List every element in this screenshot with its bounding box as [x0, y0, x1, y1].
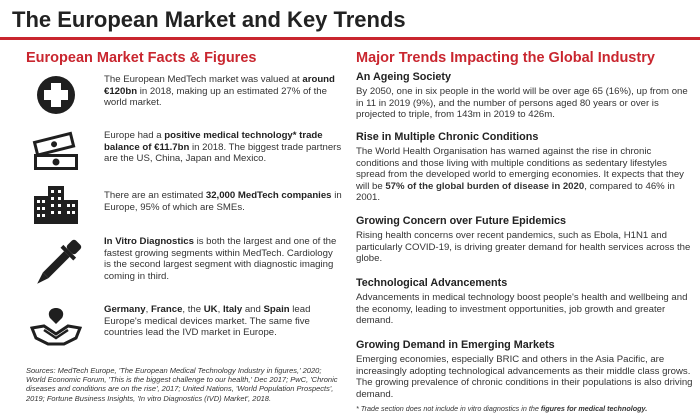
trend-body: Emerging economies, especially BRIC and others in the Asia Pacific, are increasingly adopting technological advancements as their middle class grows. The growing prevalence of chronic conditions in their populations is also driving demand.: [356, 354, 693, 400]
fact-text: Germany, France, the UK, Italy and Spain lead Europe's medical devices market. The same five countries lead the IVD market in Europe.: [104, 304, 311, 339]
medical-cross-icon: [26, 74, 88, 118]
trend-body: Rising health concerns over recent pandemics, such as Ebola, H1N1 and particularly COVID-19, is driving greater demand for health services across the globe.: [356, 230, 691, 265]
trend-body: By 2050, one in six people in the world will be over age 65 (16%), up from one in 11 in 2019 (9%), and the number of persons aged 80 years or over is projected to triple, from 143m in 2019 to 426m.: [356, 86, 688, 121]
fact-text: There are an estimated 32,000 MedTech companies in Europe, 95% of which are SMEs.: [104, 190, 342, 213]
sources-note: Sources: MedTech Europe, 'The European Medical Technology Industry in figures,' 2020; World Economic Forum, 'This is the biggest challenge to our health,' Dec 2017; PwC, 'Chronic diseases and conditions are on the rise', 2017; United Nations, 'World Population Prospects', 2019; Fortune Business Insights, 'In vitro Diagnostics (IVD) Market', 2018.: [26, 366, 338, 403]
fact-text: Europe had a positive medical technology* trade balance of €11.7bn in 2018. The biggest trade partners are the US, China, Japan and Mexico.: [104, 130, 342, 165]
buildings-icon: [26, 182, 88, 226]
pipette-icon: [26, 236, 88, 292]
trends-heading: Major Trends Impacting the Global Industry: [356, 50, 655, 66]
hands-icon: [26, 304, 88, 348]
fact-text: In Vitro Diagnostics is both the largest and one of the fastest growing segments within MedTech. Cardiology is the second largest segment with diagnostic imaging coming in third.: [104, 236, 337, 282]
trend-epidemics: [356, 215, 694, 265]
trend-emerging-markets: [356, 339, 694, 400]
trend-chronic-conditions: [356, 131, 694, 204]
fact-leading-countries: [26, 304, 346, 354]
page-title: The European Market and Key Trends: [12, 7, 406, 32]
trend-ageing-society: [356, 71, 694, 121]
fact-market-value: [26, 74, 346, 124]
trend-body: Advancements in medical technology boost people's health and wellbeing and the economy, leading to investment opportunities, job growth and greater demand.: [356, 292, 688, 327]
trend-title: An Ageing Society: [356, 71, 451, 83]
fact-trade-balance: [26, 130, 346, 180]
trade-footnote: * Trade section does not include in vitro diagnostics in the figures for medical technology.: [356, 404, 648, 413]
banknotes-icon: [26, 130, 88, 174]
trend-title: Growing Concern over Future Epidemics: [356, 215, 566, 227]
facts-heading: European Market Facts & Figures: [26, 50, 257, 66]
trend-title: Rise in Multiple Chronic Conditions: [356, 131, 539, 143]
fact-ivd: [26, 236, 346, 296]
fact-companies: [26, 182, 346, 230]
trend-title: Technological Advancements: [356, 277, 508, 289]
trend-technological-advancements: [356, 277, 694, 327]
title-divider: [0, 37, 700, 40]
fact-text: The European MedTech market was valued at around €120bn in 2018, making up an estimated 27% of the world market.: [104, 74, 335, 109]
trend-title: Growing Demand in Emerging Markets: [356, 339, 555, 351]
trend-body: The World Health Organisation has warned against the rise in chronic conditions and those living with multiple conditions as sedentary lifestyles spread from the developed world to emerging economies. It expects that they will be 57% of the global burden of disease in 2020, compared to 46% in 2001.: [356, 146, 684, 204]
